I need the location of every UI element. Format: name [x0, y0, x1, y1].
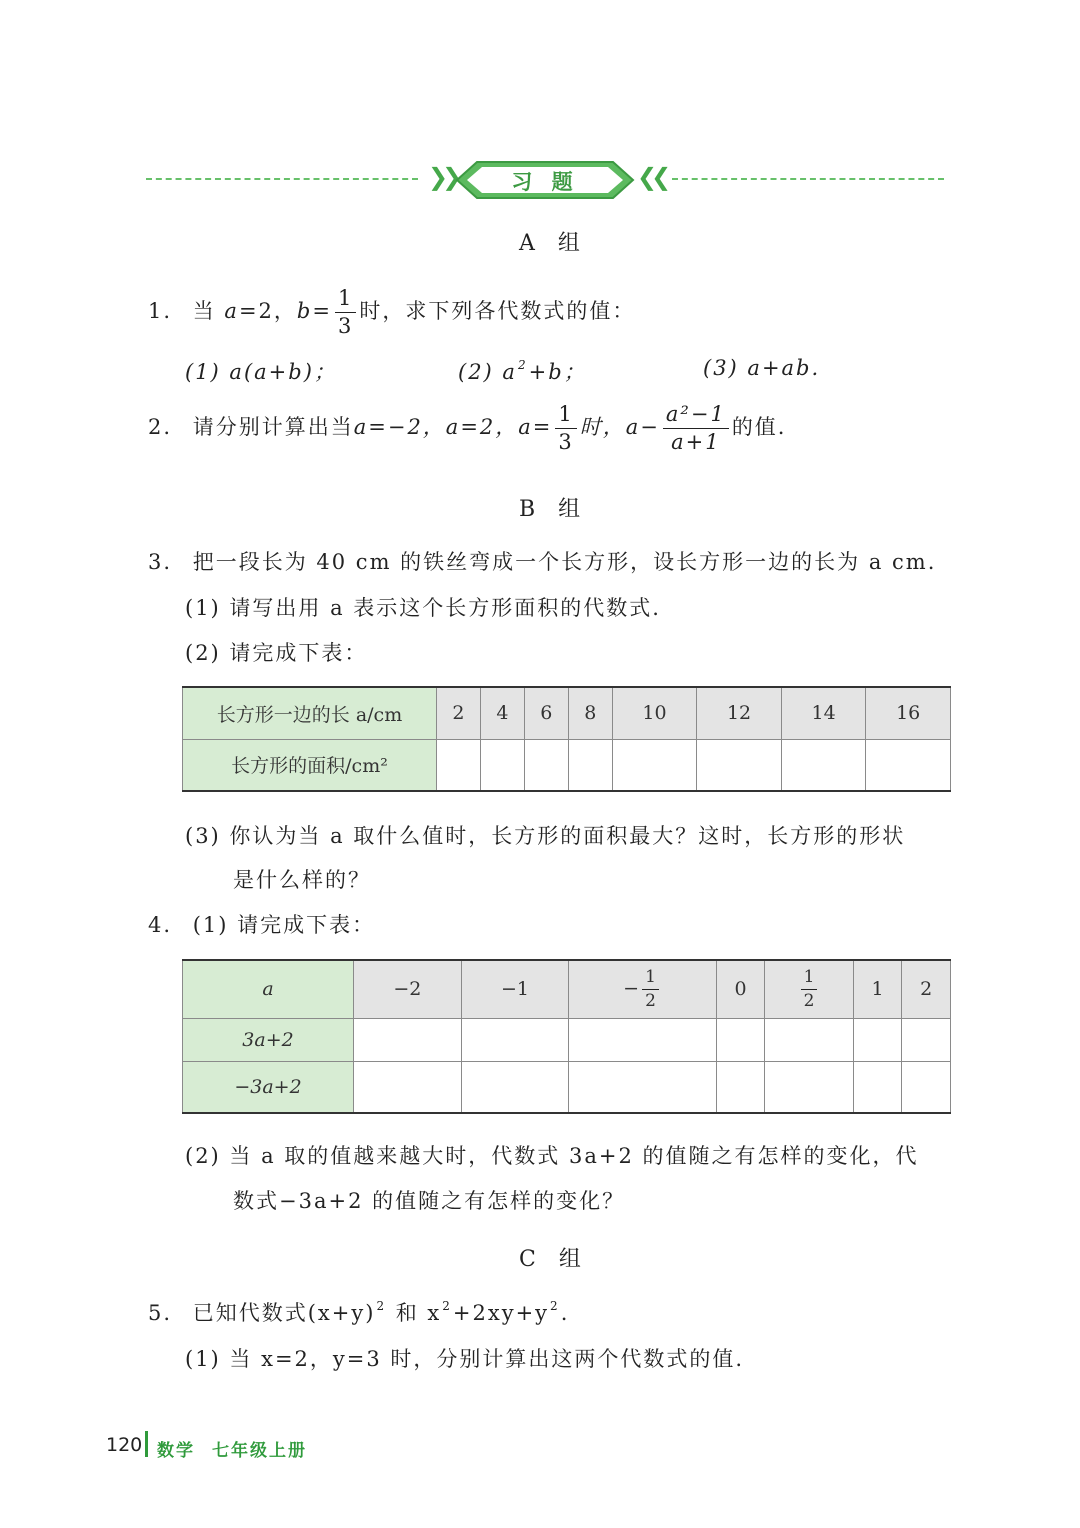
q3-number: 3. — [148, 550, 173, 574]
q2-fraction — [555, 404, 576, 453]
q3-table — [182, 686, 951, 792]
q4-table-cell: 2 — [902, 960, 951, 1018]
q1-text-1: 当 — [192, 299, 216, 323]
q1-text-4: 时，求下列各代数式的值： — [359, 299, 636, 323]
q4-table-row-a — [183, 960, 951, 1018]
chevron-left-icon: ❮❮ — [637, 163, 666, 191]
q4-answer-cell — [765, 1061, 853, 1113]
group-a-title: A 组 — [519, 231, 588, 256]
q2-expression — [663, 404, 729, 453]
q4-cell-frac-den: 2 — [645, 990, 656, 1011]
q2-text-3: 时，a− — [579, 415, 660, 439]
q4-table-cell: 1 — [853, 960, 902, 1018]
q1-frac-num: 1 — [335, 288, 356, 313]
q3-answer-cell — [480, 739, 524, 791]
q3-table-cell: 8 — [568, 687, 612, 739]
q5-sup-1: 2 — [376, 1299, 387, 1313]
q1-var-b: b — [296, 299, 313, 323]
q4-cell-frac-den: 2 — [803, 990, 815, 1011]
q4-answer-cell — [902, 1018, 951, 1061]
q4-table-cell — [569, 960, 716, 1018]
question-4 — [148, 909, 375, 939]
q4-table-row-neg3a2 — [183, 1061, 951, 1113]
q1-sub-3: (3) a+ab. — [703, 356, 821, 380]
q4-answer-cell — [569, 1061, 716, 1113]
banner-right-dashes — [672, 178, 944, 180]
q5-text-2: 和 x — [387, 1301, 442, 1325]
q2-expr-num: a²−1 — [663, 404, 729, 429]
q3-table-row-area — [183, 739, 951, 791]
q4-answer-cell — [354, 1061, 462, 1113]
q3-table-cell: 2 — [437, 687, 481, 739]
footer-divider — [145, 1431, 148, 1457]
q3-answer-cell — [781, 739, 866, 791]
q4-table-row-3a2 — [183, 1018, 951, 1061]
chevron-right-icon: ❯❯ — [428, 163, 457, 191]
q3-table-row2-label: 长方形的面积/cm² — [183, 739, 437, 791]
q4-cell-fraction — [801, 966, 818, 1011]
question-5 — [148, 1297, 569, 1327]
q4-answer-cell — [716, 1061, 765, 1113]
group-c-title: C 组 — [519, 1247, 589, 1272]
q3-sub-3-line-1: (3) 你认为当 a 取什么值时，长方形的面积最大？这时，长方形的形状 — [185, 824, 906, 848]
q3-text: 把一段长为 40 cm 的铁丝弯成一个长方形，设长方形一边的长为 a cm. — [192, 550, 937, 574]
q4-table-cell — [765, 960, 853, 1018]
q4-answer-cell — [853, 1018, 902, 1061]
question-3 — [148, 546, 936, 576]
q2-number: 2. — [148, 415, 173, 439]
q1-text-3: = — [312, 299, 332, 323]
q3-answer-cell — [612, 739, 697, 791]
q4-table — [182, 959, 951, 1114]
q4-sub-2-line-1: (2) 当 a 取的值越来越大时，代数式 3a+2 的值随之有怎样的变化，代 — [185, 1144, 919, 1168]
q4-answer-cell — [902, 1061, 951, 1113]
q3-sub-2: (2) 请完成下表： — [185, 641, 368, 665]
q1-sub-2-a: (2) a — [458, 360, 517, 384]
q4-number: 4. — [148, 913, 173, 937]
q3-table-cell: 14 — [781, 687, 866, 739]
q2-text-4: 的值. — [731, 415, 787, 439]
q1-sub-2 — [458, 356, 587, 386]
q2-frac-den: 3 — [558, 430, 574, 454]
group-b-title: B 组 — [519, 497, 589, 522]
q3-table-row-length — [183, 687, 951, 739]
q4-table-cell: −1 — [461, 960, 569, 1018]
page-number: 120 — [106, 1434, 143, 1456]
q4-sub-2-line-2: 数式−3a+2 的值随之有怎样的变化？ — [233, 1189, 626, 1213]
question-1 — [148, 288, 635, 337]
q3-table-cell: 4 — [480, 687, 524, 739]
q4-sub-1: (1) 请完成下表： — [192, 913, 376, 937]
q1-text-2: =2， — [238, 299, 297, 323]
q3-sub-1: (1) 请写出用 a 表示这个长方形面积的代数式. — [185, 596, 661, 620]
q2-text-2: a=−2，a=2，a= — [353, 415, 553, 439]
question-2 — [148, 404, 787, 453]
q3-answer-cell — [697, 739, 782, 791]
q3-table-cell: 16 — [866, 687, 951, 739]
q4-answer-cell — [569, 1018, 716, 1061]
q5-text-1: 已知代数式(x+y) — [192, 1301, 376, 1325]
q4-answer-cell — [354, 1018, 462, 1061]
q4-answer-cell — [716, 1018, 765, 1061]
q2-frac-num: 1 — [555, 404, 576, 429]
q2-expr-den: a+1 — [671, 430, 721, 454]
banner-title: 习 题 — [511, 170, 579, 194]
q5-number: 5. — [148, 1301, 173, 1325]
q5-sup-2: 2 — [442, 1299, 452, 1313]
q4-cell-frac-num: 1 — [642, 969, 659, 990]
q1-sub-2-sup: 2 — [517, 358, 528, 372]
footer-subject: 数学 — [157, 1441, 195, 1461]
q5-text-3: +2xy+y — [452, 1301, 550, 1325]
q1-frac-den: 3 — [337, 314, 354, 338]
q3-table-cell: 10 — [612, 687, 697, 739]
q4-table-row2-label: 3a+2 — [183, 1018, 354, 1061]
q3-answer-cell — [437, 739, 481, 791]
q4-answer-cell — [461, 1018, 569, 1061]
q4-answer-cell — [853, 1061, 902, 1113]
q4-cell-sign: − — [623, 977, 640, 1000]
banner-left-dashes — [146, 178, 418, 180]
q5-text-4: . — [560, 1301, 570, 1325]
q5-sub-1: (1) 当 x=2，y=3 时，分别计算出这两个代数式的值. — [185, 1347, 745, 1371]
q4-table-cell: 0 — [716, 960, 765, 1018]
q4-answer-cell — [765, 1018, 853, 1061]
q2-text-1: 请分别计算出当 — [192, 415, 354, 439]
q1-number: 1. — [148, 299, 173, 323]
q3-sub-3-line-2: 是什么样的？ — [233, 868, 371, 892]
q5-sup-3: 2 — [550, 1299, 560, 1313]
q4-cell-fraction — [642, 966, 659, 1011]
q4-table-head-label: a — [183, 960, 354, 1018]
q3-answer-cell — [866, 739, 951, 791]
q4-cell-frac-num: 1 — [801, 969, 818, 990]
q1-sub-2-b: +b； — [528, 360, 587, 384]
footer-grade: 七年级上册 — [212, 1441, 307, 1461]
q1-sub-1: (1) a(a+b)； — [185, 360, 337, 384]
q1-var-a: a — [224, 299, 239, 323]
q3-table-cell: 12 — [697, 687, 782, 739]
q1-fraction — [335, 288, 356, 337]
q4-table-row3-label: −3a+2 — [183, 1061, 354, 1113]
q4-table-cell: −2 — [354, 960, 462, 1018]
q3-answer-cell — [524, 739, 568, 791]
q3-answer-cell — [568, 739, 612, 791]
q3-table-cell: 6 — [524, 687, 568, 739]
q4-answer-cell — [461, 1061, 569, 1113]
q3-table-row1-label: 长方形一边的长 a/cm — [183, 687, 437, 739]
